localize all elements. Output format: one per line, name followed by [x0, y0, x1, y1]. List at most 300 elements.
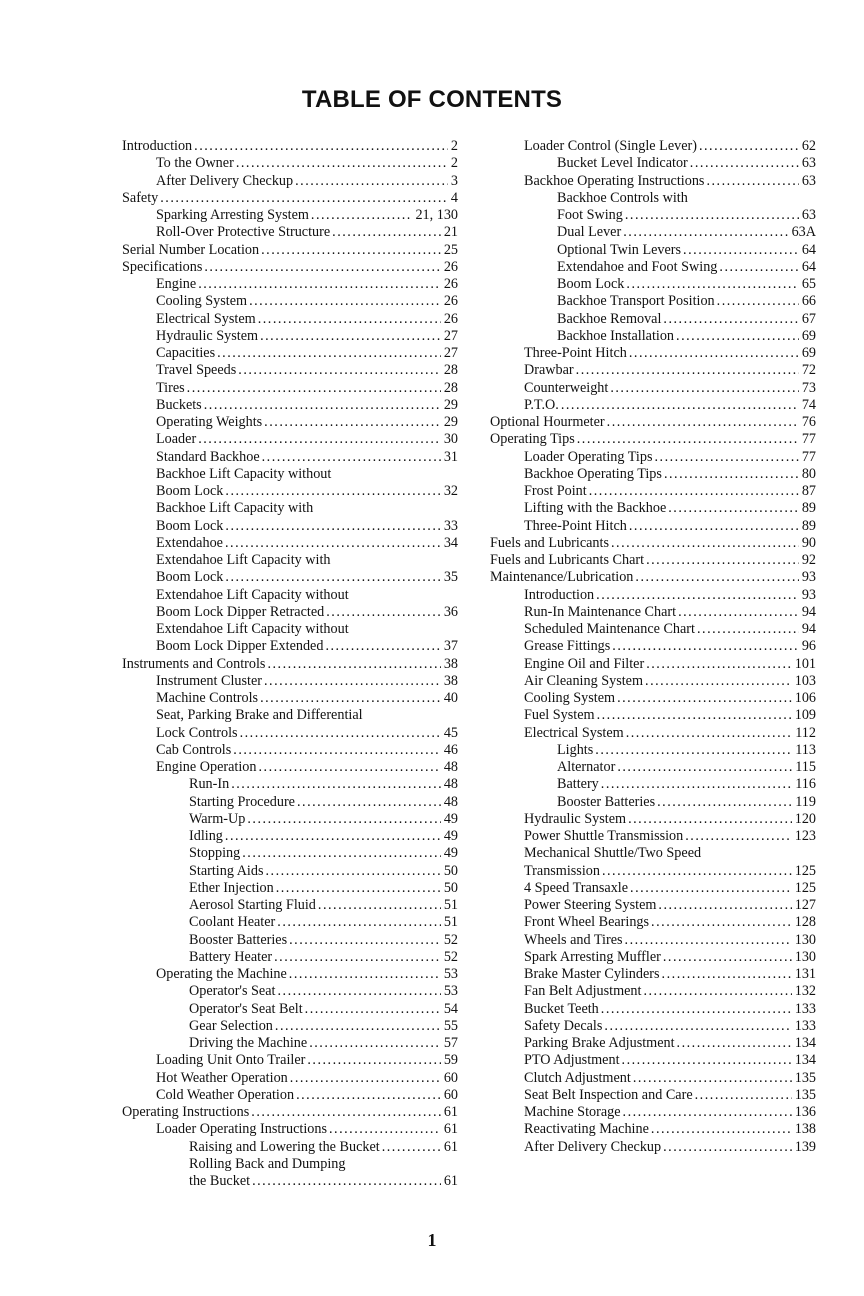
toc-entry-page: 74	[801, 396, 816, 413]
toc-entry	[122, 431, 458, 448]
dot-leader	[332, 224, 441, 241]
dot-leader	[247, 811, 440, 828]
toc-entry	[490, 276, 816, 293]
dot-leader	[601, 1001, 792, 1018]
toc-entry	[122, 466, 458, 483]
dot-leader	[225, 518, 440, 535]
toc-entry	[122, 932, 458, 949]
dot-leader	[307, 1052, 440, 1069]
toc-entry-title: Roll-Over Protective Structure	[156, 224, 331, 241]
dot-leader	[264, 673, 441, 690]
toc-entry	[122, 138, 458, 155]
dot-leader	[645, 673, 792, 690]
toc-entry	[490, 794, 816, 811]
toc-entry	[490, 552, 816, 569]
toc-entry	[490, 173, 816, 190]
toc-entry-title: Coolant Heater	[189, 914, 276, 931]
toc-entry-page: 45	[443, 724, 458, 741]
dot-leader	[198, 276, 441, 293]
dot-leader	[646, 552, 799, 569]
toc-entry-page: 49	[443, 828, 458, 844]
toc-entry-page: 40	[443, 690, 458, 706]
dot-leader	[664, 466, 799, 483]
toc-entry	[490, 897, 816, 914]
toc-entry-title: Alternator	[557, 759, 616, 775]
dot-leader	[277, 983, 440, 1000]
toc-entry-title: Extendahoe	[156, 534, 223, 551]
dot-leader	[651, 914, 792, 931]
dot-leader	[295, 173, 448, 190]
dot-leader	[236, 155, 448, 172]
toc-entry-title: Clutch Adjustment	[524, 1069, 631, 1086]
dot-leader	[626, 276, 798, 293]
toc-entry-title: Engine Oil and Filter	[524, 655, 645, 672]
toc-entry	[122, 621, 458, 638]
toc-entry	[490, 1139, 816, 1156]
toc-entry	[122, 1070, 458, 1087]
toc-entry-title: Lock Controls	[156, 724, 238, 741]
toc-entry	[122, 966, 458, 983]
toc-entry-page: 133	[794, 1000, 816, 1017]
toc-entry	[490, 569, 816, 586]
toc-entry-page: 53	[443, 983, 458, 1000]
toc-entry	[490, 932, 816, 949]
toc-entry	[122, 638, 458, 655]
toc-entry-title: Lights	[557, 741, 594, 758]
toc-entry-page: 63A	[791, 224, 816, 241]
toc-entry-title: Loader Operating Tips	[524, 448, 653, 465]
toc-entry-page: 116	[795, 776, 816, 793]
toc-entry-page: 51	[443, 914, 458, 931]
toc-entry-page: 33	[443, 517, 458, 534]
toc-entry-title: Battery Heater	[189, 948, 273, 965]
toc-entry	[122, 811, 458, 828]
toc-entry-page: 93	[801, 586, 816, 603]
dot-leader	[266, 863, 441, 880]
toc-entry-page: 138	[794, 1121, 816, 1138]
toc-entry	[490, 587, 816, 604]
toc-entry-title: Foot Swing	[557, 207, 623, 223]
dot-leader	[597, 707, 792, 724]
toc-entry-page: 29	[443, 414, 458, 430]
toc-entry-page: 89	[801, 517, 816, 534]
dot-leader	[262, 449, 441, 466]
toc-entry	[490, 1035, 816, 1052]
toc-entry-page: 25	[443, 241, 458, 258]
toc-entry-title: Safety	[122, 189, 159, 206]
toc-entry	[490, 707, 816, 724]
toc-entry-page: 26	[443, 293, 458, 310]
toc-entry-page: 37	[443, 638, 458, 655]
toc-entry-title: Boom Lock Dipper Retracted	[156, 603, 325, 620]
toc-entry-title: Air Cleaning System	[524, 672, 644, 689]
dot-leader	[678, 604, 799, 621]
toc-entry-title: Boom Lock Dipper Extended	[156, 638, 324, 655]
toc-entry	[122, 604, 458, 621]
toc-entry-title: Bucket Level Indicator	[557, 155, 688, 172]
toc-entry-title: After Delivery Checkup	[524, 1138, 662, 1155]
dot-leader	[297, 794, 441, 811]
toc-entry-page: 61	[443, 1104, 458, 1120]
toc-entry-title: Operator's Seat	[189, 983, 276, 1000]
dot-leader	[628, 811, 792, 828]
toc-entry-title: Safety Decals	[524, 1017, 603, 1034]
dot-leader	[233, 742, 441, 759]
toc-entry-title: Operator's Seat Belt	[189, 1000, 303, 1017]
toc-entry-title: Warm-Up	[189, 810, 246, 827]
dot-leader	[242, 845, 441, 862]
toc-entry	[122, 845, 458, 862]
toc-entry-page: 77	[801, 448, 816, 465]
toc-entry	[122, 242, 458, 259]
toc-entry-page: 130	[794, 948, 816, 965]
dot-leader	[623, 224, 788, 241]
toc-entry-title: Raising and Lowering the Bucket	[189, 1138, 380, 1155]
toc-entry-title: Backhoe Controls with	[557, 189, 688, 206]
toc-entry-page: 77	[801, 431, 816, 448]
toc-entry-title: Backhoe Installation	[557, 327, 675, 344]
toc-entry-page: 21, 130	[415, 207, 458, 223]
dot-leader	[633, 1070, 792, 1087]
toc-entry	[490, 1104, 816, 1121]
toc-entry-page: 94	[801, 621, 816, 637]
toc-entry-title: Sparking Arresting System	[156, 207, 309, 223]
toc-entry-title: Cold Weather Operation	[156, 1086, 295, 1103]
toc-entry	[122, 293, 458, 310]
toc-entry-page: 66	[801, 293, 816, 310]
toc-entry	[490, 966, 816, 983]
toc-entry	[490, 535, 816, 552]
toc-entry	[490, 690, 816, 707]
toc-entry-page: 51	[443, 897, 458, 913]
toc-entry-title: Wheels and Tires	[524, 931, 623, 948]
toc-entry-title: Frost Point	[524, 483, 587, 499]
toc-entry	[122, 897, 458, 914]
dot-leader	[685, 828, 791, 845]
toc-entry	[122, 535, 458, 552]
toc-entry-page: 127	[794, 897, 816, 913]
dot-leader	[290, 1070, 441, 1087]
toc-entry	[490, 311, 816, 328]
toc-entry-page: 27	[443, 327, 458, 344]
toc-entry	[490, 466, 816, 483]
toc-entry-page: 29	[443, 396, 458, 413]
dot-leader	[658, 897, 791, 914]
dot-leader	[264, 414, 441, 431]
dot-leader	[325, 638, 440, 655]
toc-entry-title: Starting Procedure	[189, 793, 295, 810]
toc-entry	[490, 725, 816, 742]
dot-leader	[204, 259, 440, 276]
toc-entry-title: PTO Adjustment	[524, 1052, 620, 1069]
toc-entry-page: 53	[443, 966, 458, 982]
toc-entry-page: 139	[794, 1138, 816, 1155]
dot-leader	[329, 1121, 441, 1138]
toc-entry-page: 54	[443, 1000, 458, 1017]
toc-entry-title: Scheduled Maintenance Chart	[524, 621, 695, 637]
toc-entry-page: 67	[801, 310, 816, 327]
toc-entry-page: 120	[794, 810, 816, 827]
dot-leader	[622, 1052, 792, 1069]
toc-entry	[122, 1121, 458, 1138]
dot-leader	[646, 656, 792, 673]
dot-leader	[261, 242, 441, 259]
toc-entry-page: 132	[794, 983, 816, 1000]
toc-entry-title: Stopping	[189, 845, 241, 862]
toc-entry-title: Battery	[557, 776, 599, 793]
toc-entry-page: 28	[443, 379, 458, 396]
toc-entry-page: 65	[801, 276, 816, 292]
dot-leader	[663, 311, 798, 328]
dot-leader	[225, 828, 441, 845]
toc-entry-page: 125	[794, 862, 816, 879]
toc-entry-page: 63	[801, 207, 816, 223]
toc-entry-page: 48	[443, 759, 458, 775]
dot-leader	[662, 966, 792, 983]
page-number: 1	[427, 1230, 437, 1250]
toc-entry	[122, 190, 458, 207]
toc-entry-title: Operating Tips	[490, 431, 575, 448]
dot-leader	[382, 1139, 441, 1156]
toc-entry	[490, 380, 816, 397]
toc-entry	[122, 1173, 458, 1190]
toc-entry	[122, 552, 458, 569]
dot-leader	[194, 138, 448, 155]
toc-entry	[122, 673, 458, 690]
toc-entry-page: 38	[443, 672, 458, 689]
toc-entry-page: 34	[443, 534, 458, 551]
toc-entry-title: Bucket Teeth	[524, 1000, 599, 1017]
toc-entry-title: To the Owner	[156, 155, 234, 172]
toc-entry-title: Spark Arresting Muffler	[524, 948, 661, 965]
toc-entry-title: Fuels and Lubricants	[490, 534, 609, 551]
toc-entry-title: P.T.O.	[524, 396, 559, 413]
toc-entry	[122, 380, 458, 397]
toc-entry-title: Hydraulic System	[156, 327, 259, 344]
toc-entry	[490, 224, 816, 241]
toc-entry-title: Backhoe Operating Tips	[524, 465, 662, 482]
toc-entry-title: Ether Injection	[189, 879, 274, 896]
dot-leader	[326, 604, 441, 621]
dot-leader	[611, 535, 799, 552]
dot-leader	[249, 293, 441, 310]
toc-entry	[122, 311, 458, 328]
dot-leader	[663, 1139, 792, 1156]
toc-entry	[490, 293, 816, 310]
toc-entry-title: Mechanical Shuttle/Two Speed	[524, 845, 702, 862]
dot-leader	[630, 880, 792, 897]
toc-entry	[122, 914, 458, 931]
toc-entry	[122, 345, 458, 362]
toc-entry	[490, 914, 816, 931]
toc-entry-title: Backhoe Removal	[557, 310, 662, 327]
toc-entry-page: 130	[794, 931, 816, 948]
dot-leader	[187, 380, 441, 397]
toc-entry-title: Machine Controls	[156, 690, 259, 706]
toc-entry-title: Power Steering System	[524, 897, 657, 913]
toc-entry-page: 89	[801, 500, 816, 517]
toc-entry-title: Drawbar	[524, 362, 574, 379]
dot-leader	[309, 1035, 441, 1052]
dot-leader	[625, 932, 792, 949]
toc-entry	[122, 500, 458, 517]
toc-entry	[490, 328, 816, 345]
dot-leader	[260, 690, 441, 707]
toc-entry	[490, 518, 816, 535]
toc-entry-page: 49	[443, 810, 458, 827]
toc-entry-page: 52	[443, 948, 458, 965]
toc-entry-page: 60	[443, 1069, 458, 1086]
dot-leader	[625, 207, 799, 224]
dot-leader	[643, 983, 791, 1000]
toc-entry-title: Lifting with the Backhoe	[524, 500, 667, 517]
toc-entry-page: 27	[443, 345, 458, 361]
toc-entry-title: Operating Weights	[156, 414, 263, 430]
toc-entry	[122, 759, 458, 776]
toc-entry	[122, 1018, 458, 1035]
dot-leader	[305, 1001, 441, 1018]
toc-entry-page: 36	[443, 603, 458, 620]
dot-leader	[719, 259, 798, 276]
toc-entry-title: Loading Unit Onto Trailer	[156, 1052, 306, 1069]
dot-leader	[576, 362, 799, 379]
toc-entry-page: 125	[794, 879, 816, 896]
dot-leader	[607, 414, 799, 431]
toc-entry-title: Backhoe Operating Instructions	[524, 172, 705, 189]
toc-entry-page: 135	[794, 1069, 816, 1086]
toc-entry-title: Boom Lock	[156, 517, 224, 534]
toc-entry	[490, 828, 816, 845]
toc-entry-title: Optional Hourmeter	[490, 414, 605, 430]
toc-entry-page: 61	[443, 1138, 458, 1155]
toc-entry-title: Driving the Machine	[189, 1035, 308, 1051]
toc-entry	[490, 880, 816, 897]
toc-entry-title: Electrical System	[524, 724, 624, 741]
toc-entry	[122, 518, 458, 535]
toc-entry-title: Rolling Back and Dumping	[189, 1155, 346, 1172]
toc-entry-page: 59	[443, 1052, 458, 1069]
toc-entry-title: Cooling System	[524, 690, 616, 706]
toc-entry	[490, 742, 816, 759]
toc-entry-title: Serial Number Location	[122, 241, 260, 258]
toc-entry-title: Transmission	[524, 862, 600, 879]
toc-entry-page: 60	[443, 1086, 458, 1103]
dot-leader	[225, 535, 441, 552]
toc-entry-page: 52	[443, 931, 458, 948]
toc-entry	[122, 276, 458, 293]
toc-entry-title: Seat, Parking Brake and Differential	[156, 707, 363, 724]
toc-entry-page: 48	[443, 776, 458, 793]
toc-entry	[122, 794, 458, 811]
toc-entry-title: Aerosol Starting Fluid	[189, 897, 316, 913]
toc-entry-page: 115	[795, 759, 816, 775]
toc-entry	[490, 1001, 816, 1018]
toc-entry-page: 26	[443, 258, 458, 275]
toc-entry	[490, 500, 816, 517]
toc-entry-title: Extendahoe Lift Capacity without	[156, 586, 349, 603]
toc-entry	[490, 1070, 816, 1087]
toc-entry-page: 73	[801, 379, 816, 396]
toc-entry-title: Starting Aids	[189, 862, 264, 879]
toc-entry-page: 50	[443, 879, 458, 896]
dot-leader	[717, 293, 799, 310]
toc-left-column	[122, 138, 458, 1190]
toc-entry	[490, 949, 816, 966]
toc-entry	[490, 397, 816, 414]
toc-entry-title: Operating Instructions	[122, 1104, 250, 1120]
dot-leader	[231, 776, 441, 793]
dot-leader	[311, 207, 413, 224]
dot-leader	[601, 776, 792, 793]
dot-leader	[267, 656, 440, 673]
toc-entry-title: 4 Speed Transaxle	[524, 879, 629, 896]
dot-leader	[623, 1104, 792, 1121]
toc-entry	[490, 1052, 816, 1069]
dot-leader	[596, 587, 799, 604]
toc-entry	[490, 190, 816, 207]
dot-leader	[577, 431, 799, 448]
toc-entry-title: Travel Speeds	[156, 362, 237, 379]
toc-entry-page: 46	[443, 741, 458, 758]
dot-leader	[240, 725, 441, 742]
toc-entry-title: Three-Point Hitch	[524, 345, 627, 361]
dot-leader	[252, 1173, 441, 1190]
toc-entry	[122, 224, 458, 241]
toc-entry-page: 136	[794, 1104, 816, 1120]
toc-entry-title: Fuels and Lubricants Chart	[490, 552, 645, 568]
toc-entry-title: Optional Twin Levers	[557, 241, 682, 258]
toc-entry-title: Introduction	[122, 138, 193, 154]
toc-entry-page: 76	[801, 414, 816, 430]
toc-entry-title: Dual Lever	[557, 224, 622, 241]
dot-leader	[617, 759, 792, 776]
toc-entry-page: 109	[794, 707, 816, 724]
toc-entry-page: 38	[443, 655, 458, 672]
toc-entry-page: 96	[801, 638, 816, 655]
dot-leader	[217, 345, 441, 362]
toc-entry-page: 50	[443, 862, 458, 879]
toc-entry-page: 35	[443, 569, 458, 586]
toc-entry-page: 61	[443, 1121, 458, 1138]
toc-entry-title: Reactivating Machine	[524, 1121, 649, 1138]
toc-entry	[122, 725, 458, 742]
toc-entry	[490, 431, 816, 448]
toc-entry-title: Loader Operating Instructions	[156, 1121, 327, 1138]
toc-entry-title: Engine Operation	[156, 759, 257, 775]
toc-entry	[122, 1087, 458, 1104]
dot-leader	[561, 397, 799, 414]
toc-entry-title: Run-In Maintenance Chart	[524, 603, 677, 620]
toc-entry-title: Electrical System	[156, 310, 256, 327]
toc-entry	[122, 1001, 458, 1018]
toc-entry	[122, 207, 458, 224]
dot-leader	[676, 328, 799, 345]
toc-entry	[490, 759, 816, 776]
toc-entry	[490, 259, 816, 276]
dot-leader	[699, 138, 799, 155]
dot-leader	[602, 863, 792, 880]
toc-entry	[122, 414, 458, 431]
toc-entry-page: 93	[801, 569, 816, 586]
toc-entry	[122, 880, 458, 897]
dot-leader	[610, 380, 798, 397]
toc-entry-title: After Delivery Checkup	[156, 172, 294, 189]
toc-entry-title: Loader	[156, 431, 197, 448]
toc-entry-page: 92	[801, 552, 816, 568]
dot-leader	[695, 1087, 792, 1104]
dot-leader	[258, 311, 441, 328]
toc-entry	[122, 949, 458, 966]
